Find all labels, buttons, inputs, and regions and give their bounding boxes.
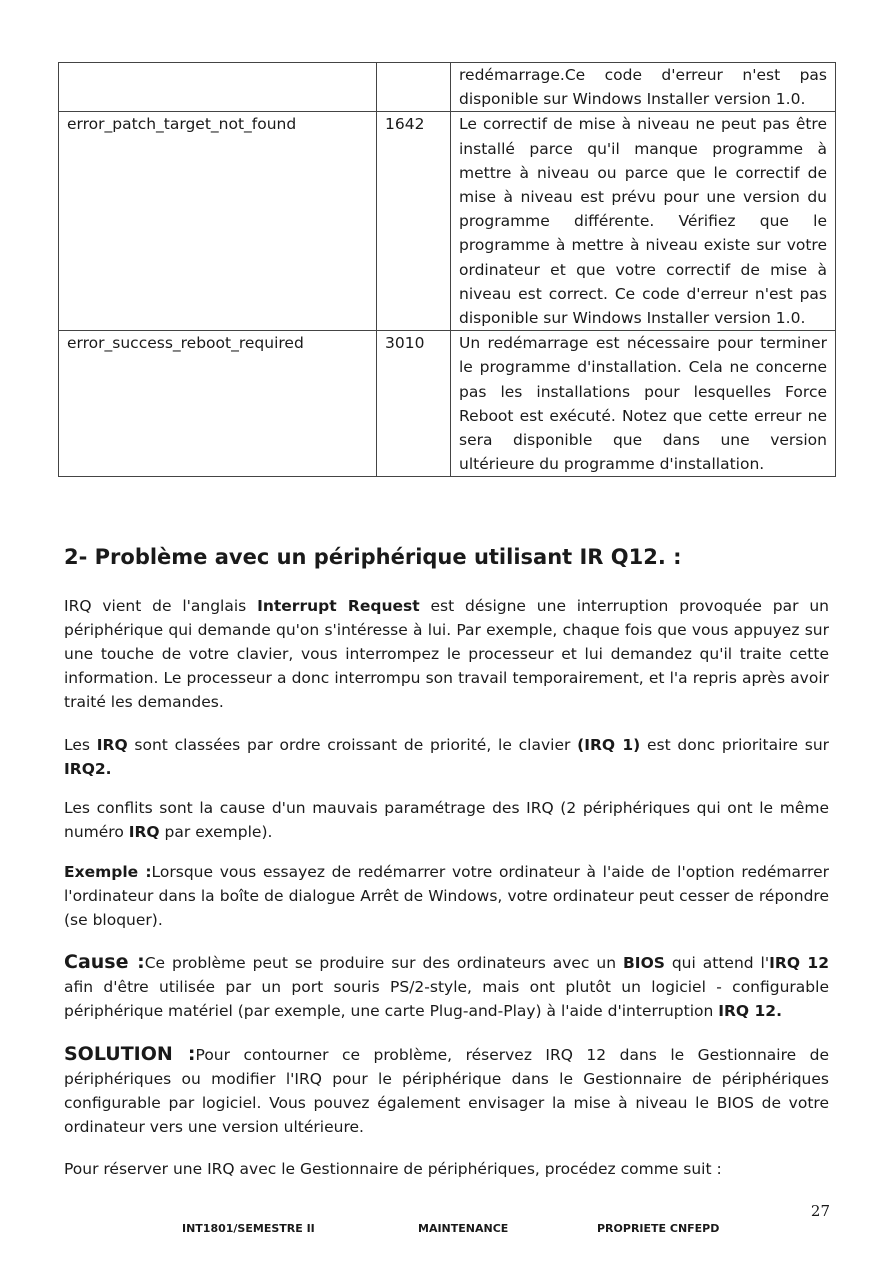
paragraph-irq-priority: Les IRQ sont classées par ordre croissant de priorité, le clavier (IRQ 1) est donc prioritaire sur IRQ2.: [64, 736, 830, 778]
footer-owner: PROPRIETE CNFEPD: [597, 1222, 720, 1235]
error-description-cell: Le correctif de mise à niveau ne peut pas être installé parce qu'il manque programme à mettre à niveau ou parce que le correctif de mise à niveau est prévu pour une version du programme différente. Vérifiez que le programme à mettre à niveau existe sur votre ordinateur et que votre correctif de mise à niveau est correct. Ce code d'erreur n'est pas disponible sur Windows Installer version 1.0.: [451, 112, 836, 331]
paragraph-irq-definition: IRQ vient de l'anglais Interrupt Request est désigne une interruption provoquée par un périphérique qui demande qu'on s'intéresse à lui. Par exemple, chaque fois que vous appuyez sur une touche de votre clavier, vous interrompez le processeur et lui demandez qu'il traite cette information. Le processeur a donc interrompu son travail temporairement, et l'a repris après avoir traité les demandes.: [64, 597, 829, 711]
footer-subject: MAINTENANCE: [418, 1222, 509, 1235]
error-codes-table: [58, 62, 836, 477]
table-row: [59, 112, 836, 331]
paragraph-solution: SOLUTION :Pour contourner ce problème, réservez IRQ 12 dans le Gestionnaire de périphériques ou modifier l'IRQ pour le périphérique dans le Gestionnaire de périphériques configurable par logiciel. Vous pouvez également envisager la mise à niveau le BIOS de votre ordinateur vers une version ultérieure.: [64, 1043, 829, 1136]
paragraph-example: Exemple :Lorsque vous essayez de redémarrer votre ordinateur à l'aide de l'option redémarrer l'ordinateur dans la boîte de dialogue Arrêt de Windows, votre ordinateur peut cesser de répondre (se bloquer).: [64, 863, 829, 929]
table-row: [59, 331, 836, 477]
error-name-cell: [59, 63, 377, 112]
error-code-cell: 1642: [377, 112, 451, 331]
error-description-cell: redémarrage.Ce code d'erreur n'est pas disponible sur Windows Installer version 1.0.: [451, 63, 836, 112]
error-description-cell: Un redémarrage est nécessaire pour terminer le programme d'installation. Cela ne concerne pas les installations pour lesquelles Force Reboot est exécuté. Notez que cette erreur ne sera disponible que dans une version ultérieure du programme d'installation.: [451, 331, 836, 477]
page-number: 27: [810, 1202, 830, 1220]
paragraph-irq-conflicts: Les conflits sont la cause d'un mauvais paramétrage des IRQ (2 périphériques qui ont le même numéro IRQ par exemple).: [64, 799, 829, 841]
table-row: [59, 63, 836, 112]
error-code-cell: [377, 63, 451, 112]
error-name-cell: error_success_reboot_required: [59, 331, 377, 477]
error-name-cell: error_patch_target_not_found: [59, 112, 377, 331]
error-code-cell: 3010: [377, 331, 451, 477]
footer-course-code: INT1801/SEMESTRE II: [182, 1222, 315, 1235]
paragraph-reserve-irq: Pour réserver une IRQ avec le Gestionnaire de périphériques, procédez comme suit :: [64, 1160, 722, 1178]
paragraph-cause: Cause :Ce problème peut se produire sur des ordinateurs avec un BIOS qui attend l'IRQ 12 afin d'être utilisée par un port souris PS/2-style, mais ont plutôt un logiciel - configurable périphérique matériel (par exemple, une carte Plug-and-Play) à l'aide d'interruption IRQ 12.: [64, 951, 829, 1020]
section-heading: 2- Problème avec un périphérique utilisant IR Q12. :: [64, 545, 682, 569]
